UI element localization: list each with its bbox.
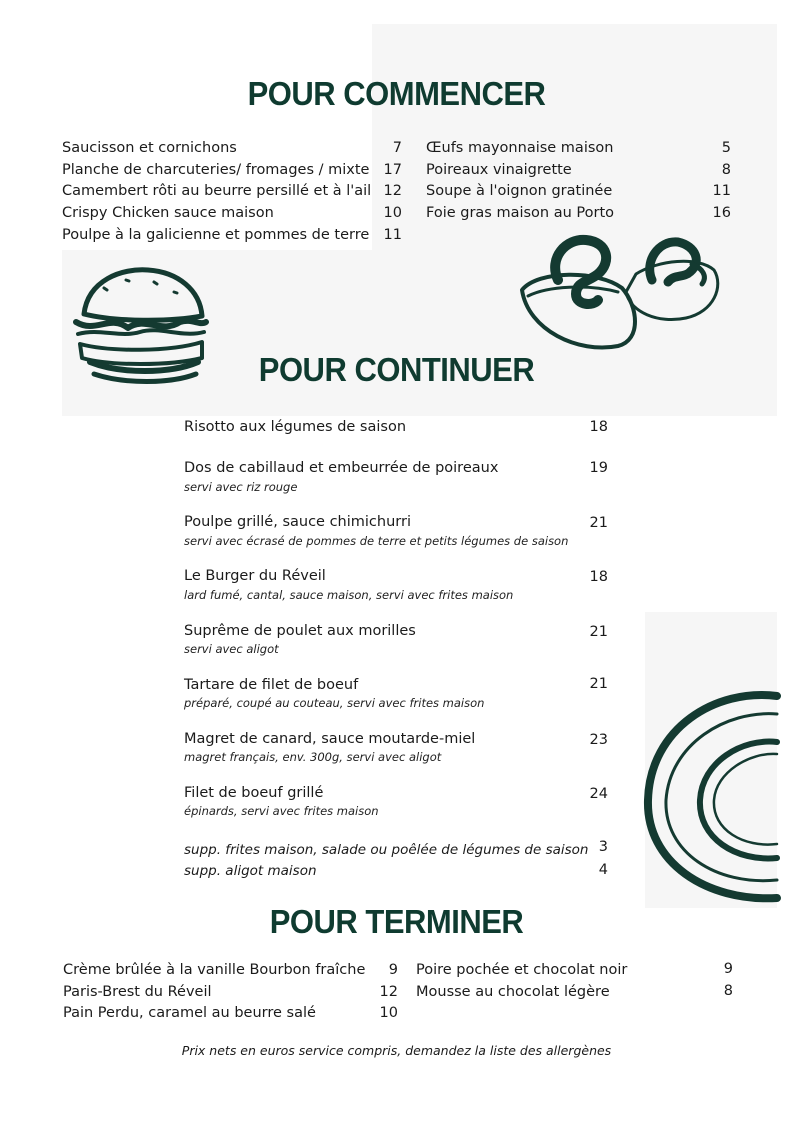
starter-price: 10 xyxy=(383,205,402,221)
starter-price: 8 xyxy=(721,162,731,178)
main-dish-price: 23 xyxy=(589,732,608,748)
starter-name: Saucisson et cornichons xyxy=(62,140,237,156)
main-dish-price: 24 xyxy=(589,786,608,802)
starter-price: 17 xyxy=(383,162,402,178)
main-dish-price: 21 xyxy=(589,676,608,692)
main-dish-description: magret français, env. 300g, servi avec aligot xyxy=(184,750,442,764)
starter-name: Poulpe à la galicienne et pommes de terre xyxy=(62,227,370,243)
main-dish-name: Suprême de poulet aux morilles xyxy=(184,623,416,639)
dessert-price: 12 xyxy=(379,984,398,1000)
main-dish-name: Dos de cabillaud et embeurrée de poireaux xyxy=(184,460,499,476)
main-dish-price: 19 xyxy=(589,460,608,476)
starter-price: 7 xyxy=(392,140,402,156)
starter-name: Œufs mayonnaise maison xyxy=(426,140,614,156)
main-dish-name: Le Burger du Réveil xyxy=(184,568,326,584)
starter-price: 11 xyxy=(712,183,731,199)
main-dish-name: Tartare de filet de boeuf xyxy=(184,677,359,693)
dessert-name: Mousse au chocolat légère xyxy=(416,984,610,1000)
main-dish-price: 18 xyxy=(589,419,608,435)
plate-illustration-icon xyxy=(646,692,777,904)
main-dish-description: servi avec riz rouge xyxy=(184,480,298,494)
starters-title: POUR COMMENCER xyxy=(247,74,546,113)
supplement-name: supp. frites maison, salade ou poêlée de légumes de saison xyxy=(184,842,589,858)
dessert-name: Poire pochée et chocolat noir xyxy=(416,962,628,978)
starter-name: Poireaux vinaigrette xyxy=(426,162,572,178)
dessert-price: 9 xyxy=(388,962,398,978)
starter-price: 12 xyxy=(383,183,402,199)
dessert-price: 10 xyxy=(379,1005,398,1021)
starter-price: 16 xyxy=(712,205,731,221)
dessert-price: 8 xyxy=(723,983,733,999)
main-dish-name: Poulpe grillé, sauce chimichurri xyxy=(184,514,411,530)
supplement-price: 3 xyxy=(598,839,608,855)
footer-note: Prix nets en euros service compris, demandez la liste des allergènes xyxy=(181,1043,612,1058)
starter-price: 11 xyxy=(383,227,402,243)
main-dish-description: préparé, coupé au couteau, servi avec frites maison xyxy=(184,696,485,710)
supplement-price: 4 xyxy=(598,862,608,878)
main-dish-description: servi avec écrasé de pommes de terre et petits légumes de saison xyxy=(184,534,569,548)
starter-name: Planche de charcuteries/ fromages / mixte xyxy=(62,162,370,178)
dessert-name: Crème brûlée à la vanille Bourbon fraîche xyxy=(63,962,366,978)
main-dish-name: Filet de boeuf grillé xyxy=(184,785,324,801)
dessert-price: 9 xyxy=(723,961,733,977)
starter-name: Foie gras maison au Porto xyxy=(426,205,615,221)
main-dish-price: 21 xyxy=(589,515,608,531)
main-dish-description: lard fumé, cantal, sauce maison, servi avec frites maison xyxy=(184,588,514,602)
starter-name: Crispy Chicken sauce maison xyxy=(62,205,274,221)
main-dish-description: servi avec aligot xyxy=(184,642,279,656)
dessert-name: Paris-Brest du Réveil xyxy=(63,984,212,1000)
eggs-illustration-icon xyxy=(518,234,726,356)
starter-price: 5 xyxy=(721,140,731,156)
dessert-name: Pain Perdu, caramel au beurre salé xyxy=(63,1005,316,1021)
main-dish-name: Risotto aux légumes de saison xyxy=(184,419,407,435)
main-dish-price: 21 xyxy=(589,624,608,640)
starter-name: Camembert rôti au beurre persillé et à l'ail xyxy=(62,183,372,199)
supplement-name: supp. aligot maison xyxy=(184,863,317,879)
starter-name: Soupe à l'oignon gratinée xyxy=(426,183,613,199)
main-dish-price: 18 xyxy=(589,569,608,585)
main-dish-description: épinards, servi avec frites maison xyxy=(184,804,379,818)
mains-title: POUR CONTINUER xyxy=(258,350,535,389)
main-dish-name: Magret de canard, sauce moutarde-miel xyxy=(184,731,476,747)
desserts-title: POUR TERMINER xyxy=(269,902,524,941)
